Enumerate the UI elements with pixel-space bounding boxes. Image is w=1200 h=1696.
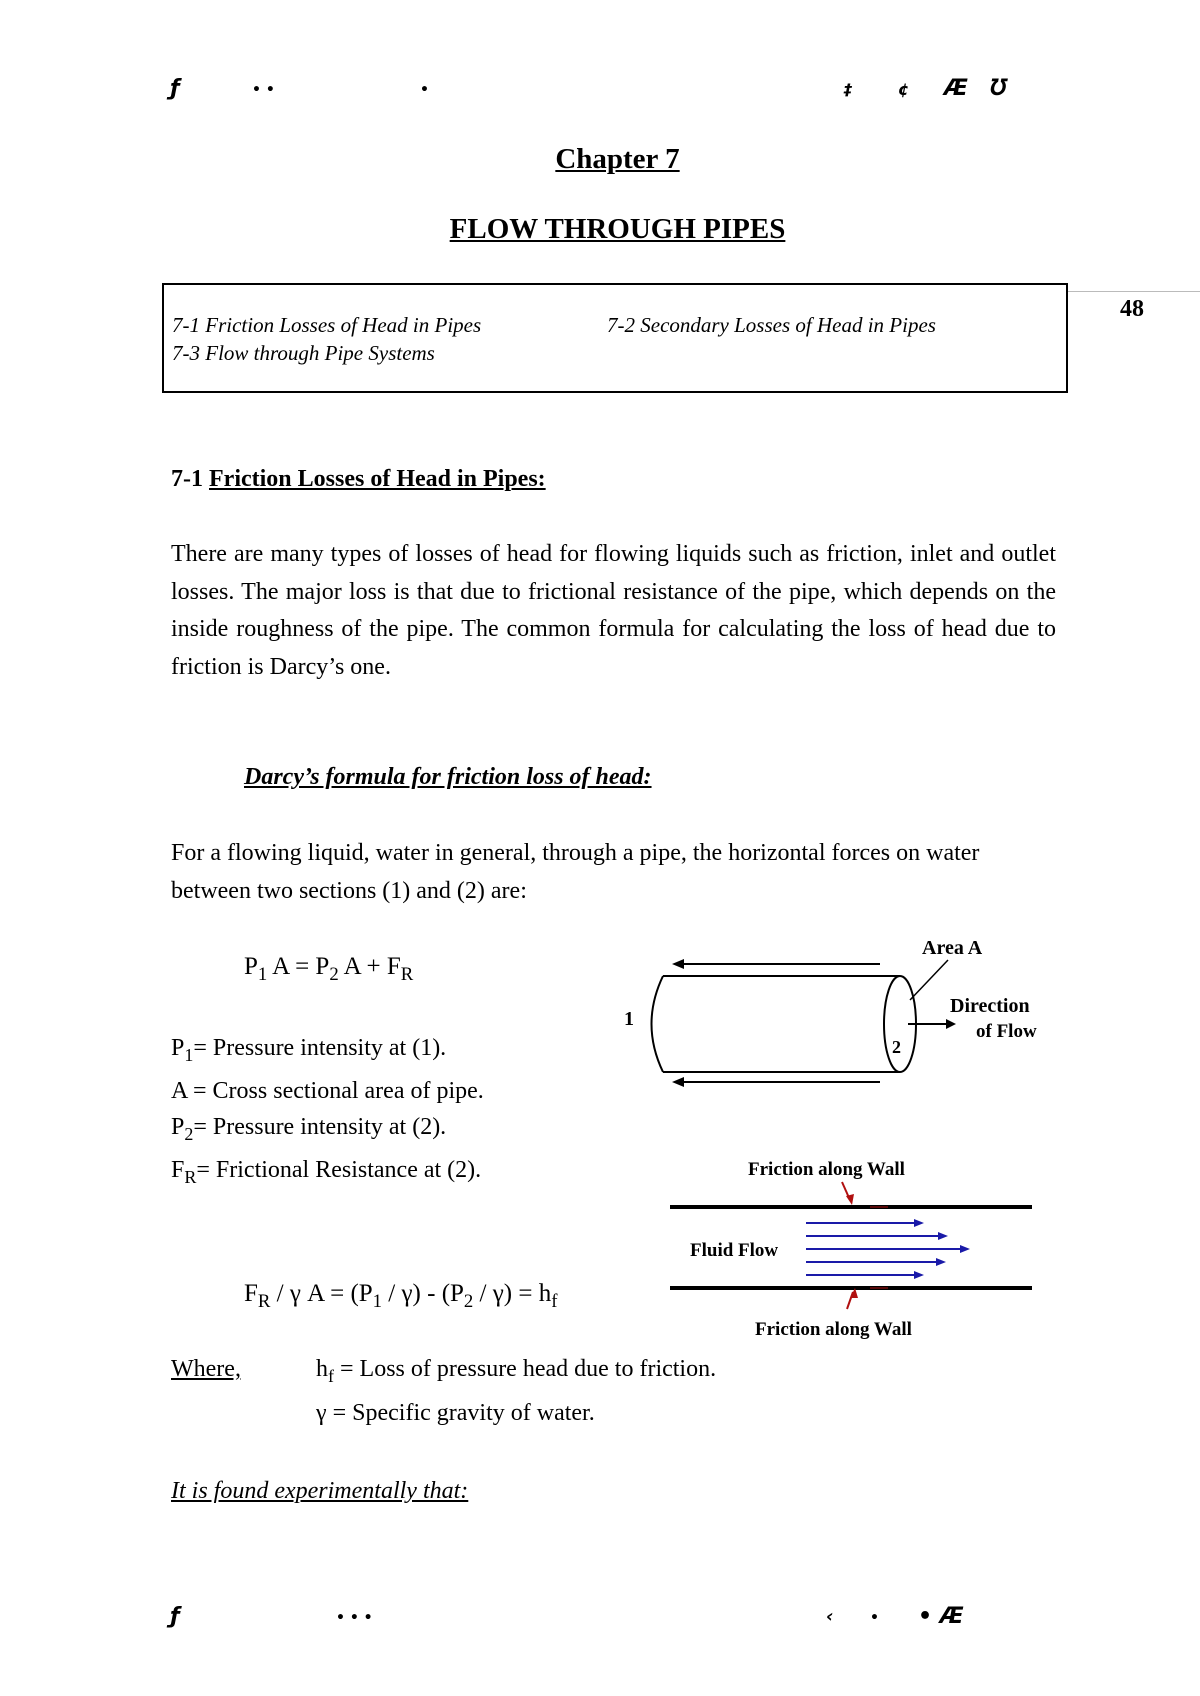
direction-label: Direction [950,995,1030,1017]
darcy-heading: Darcy’s formula for friction loss of head: [244,764,652,790]
experiment-line: It is found experimentally that: [171,1478,469,1504]
header-glyph: ¢ [898,80,910,99]
bottom-friction-label: Friction along Wall [755,1319,912,1340]
footer-glyph: • Æ [918,1604,964,1629]
page-number: 48 [1120,296,1144,322]
header-glyph: • • [252,82,275,98]
footer-glyph: ƒ [170,1604,180,1629]
section-number: 7-1 [171,466,203,492]
footer-glyph: ‹ [826,1606,834,1627]
direction-label-2: of Flow [976,1021,1037,1042]
chapter-label: Chapter 7 [555,143,680,175]
contents-box [162,283,1068,393]
top-friction-label: Friction along Wall [748,1159,905,1180]
footer-glyph: • [870,1610,879,1626]
toc-item: 7-3 Flow through Pipe Systems [172,341,435,365]
toc-item: 7-2 Secondary Losses of Head in Pipes [607,313,936,337]
header-glyph: ƒ [170,76,180,101]
toc-item: 7-1 Friction Losses of Head in Pipes [172,313,482,337]
header-glyph: Æ [944,76,968,101]
where-gamma: γ = Specific gravity of water. [316,1400,595,1426]
chapter-title: FLOW THROUGH PIPES [449,213,786,245]
section-heading [171,466,546,493]
definition-p1: $P_1=$ Pressure intensity at (1). [171,1035,447,1065]
forces-paragraph: For a flowing liquid, water in general, through a pipe, the horizontal forces on water between two sections (1) and (2) are: [171,840,980,904]
section-2-label: 2 [892,1037,901,1057]
pipe-diagram [600,930,1060,1100]
footer-glyph: • • • [336,1610,373,1626]
header-glyph: • [420,82,429,98]
header-glyph: ‡ [844,80,852,99]
arrow-head [672,959,684,969]
section-title: Friction Losses of Head in Pipes: [209,466,546,492]
force-balance-equation: $P_1$ $A = P_2$ $A + F_R$ [244,953,414,985]
head-loss-equation: $F_R$ / γ $A = (P_1 / \gamma) - (P_2 / \gamma) = h_f$ [244,1280,558,1312]
section-1-label: 1 [624,1008,634,1030]
fluid-flow-label: Fluid Flow [690,1240,779,1261]
definition-fr: $F_R=$ Frictional Resistance at (2). [171,1157,482,1187]
definition-p2: $P_2=$ Pressure intensity at (2). [171,1114,447,1144]
intro-paragraph: There are many types of losses of head for flowing liquids such as friction, inlet and outlet losses. The major loss is that due to frictional resistance of the pipe, which depends on the inside roughness of the pipe. The common formula for calculating the loss of head due to friction is Darcy’s one. [171,541,1056,680]
definition-a: A = Cross sectional area of pipe. [171,1078,484,1104]
where-label: Where, [171,1356,241,1382]
page-number-rule [1068,291,1200,292]
where-hf: $h_f$ = Loss of pressure head due to friction. [316,1356,717,1386]
wall-friction-diagram [660,1150,1040,1350]
area-label: Area A [922,937,983,959]
header-glyph: Ʊ [990,76,1007,101]
